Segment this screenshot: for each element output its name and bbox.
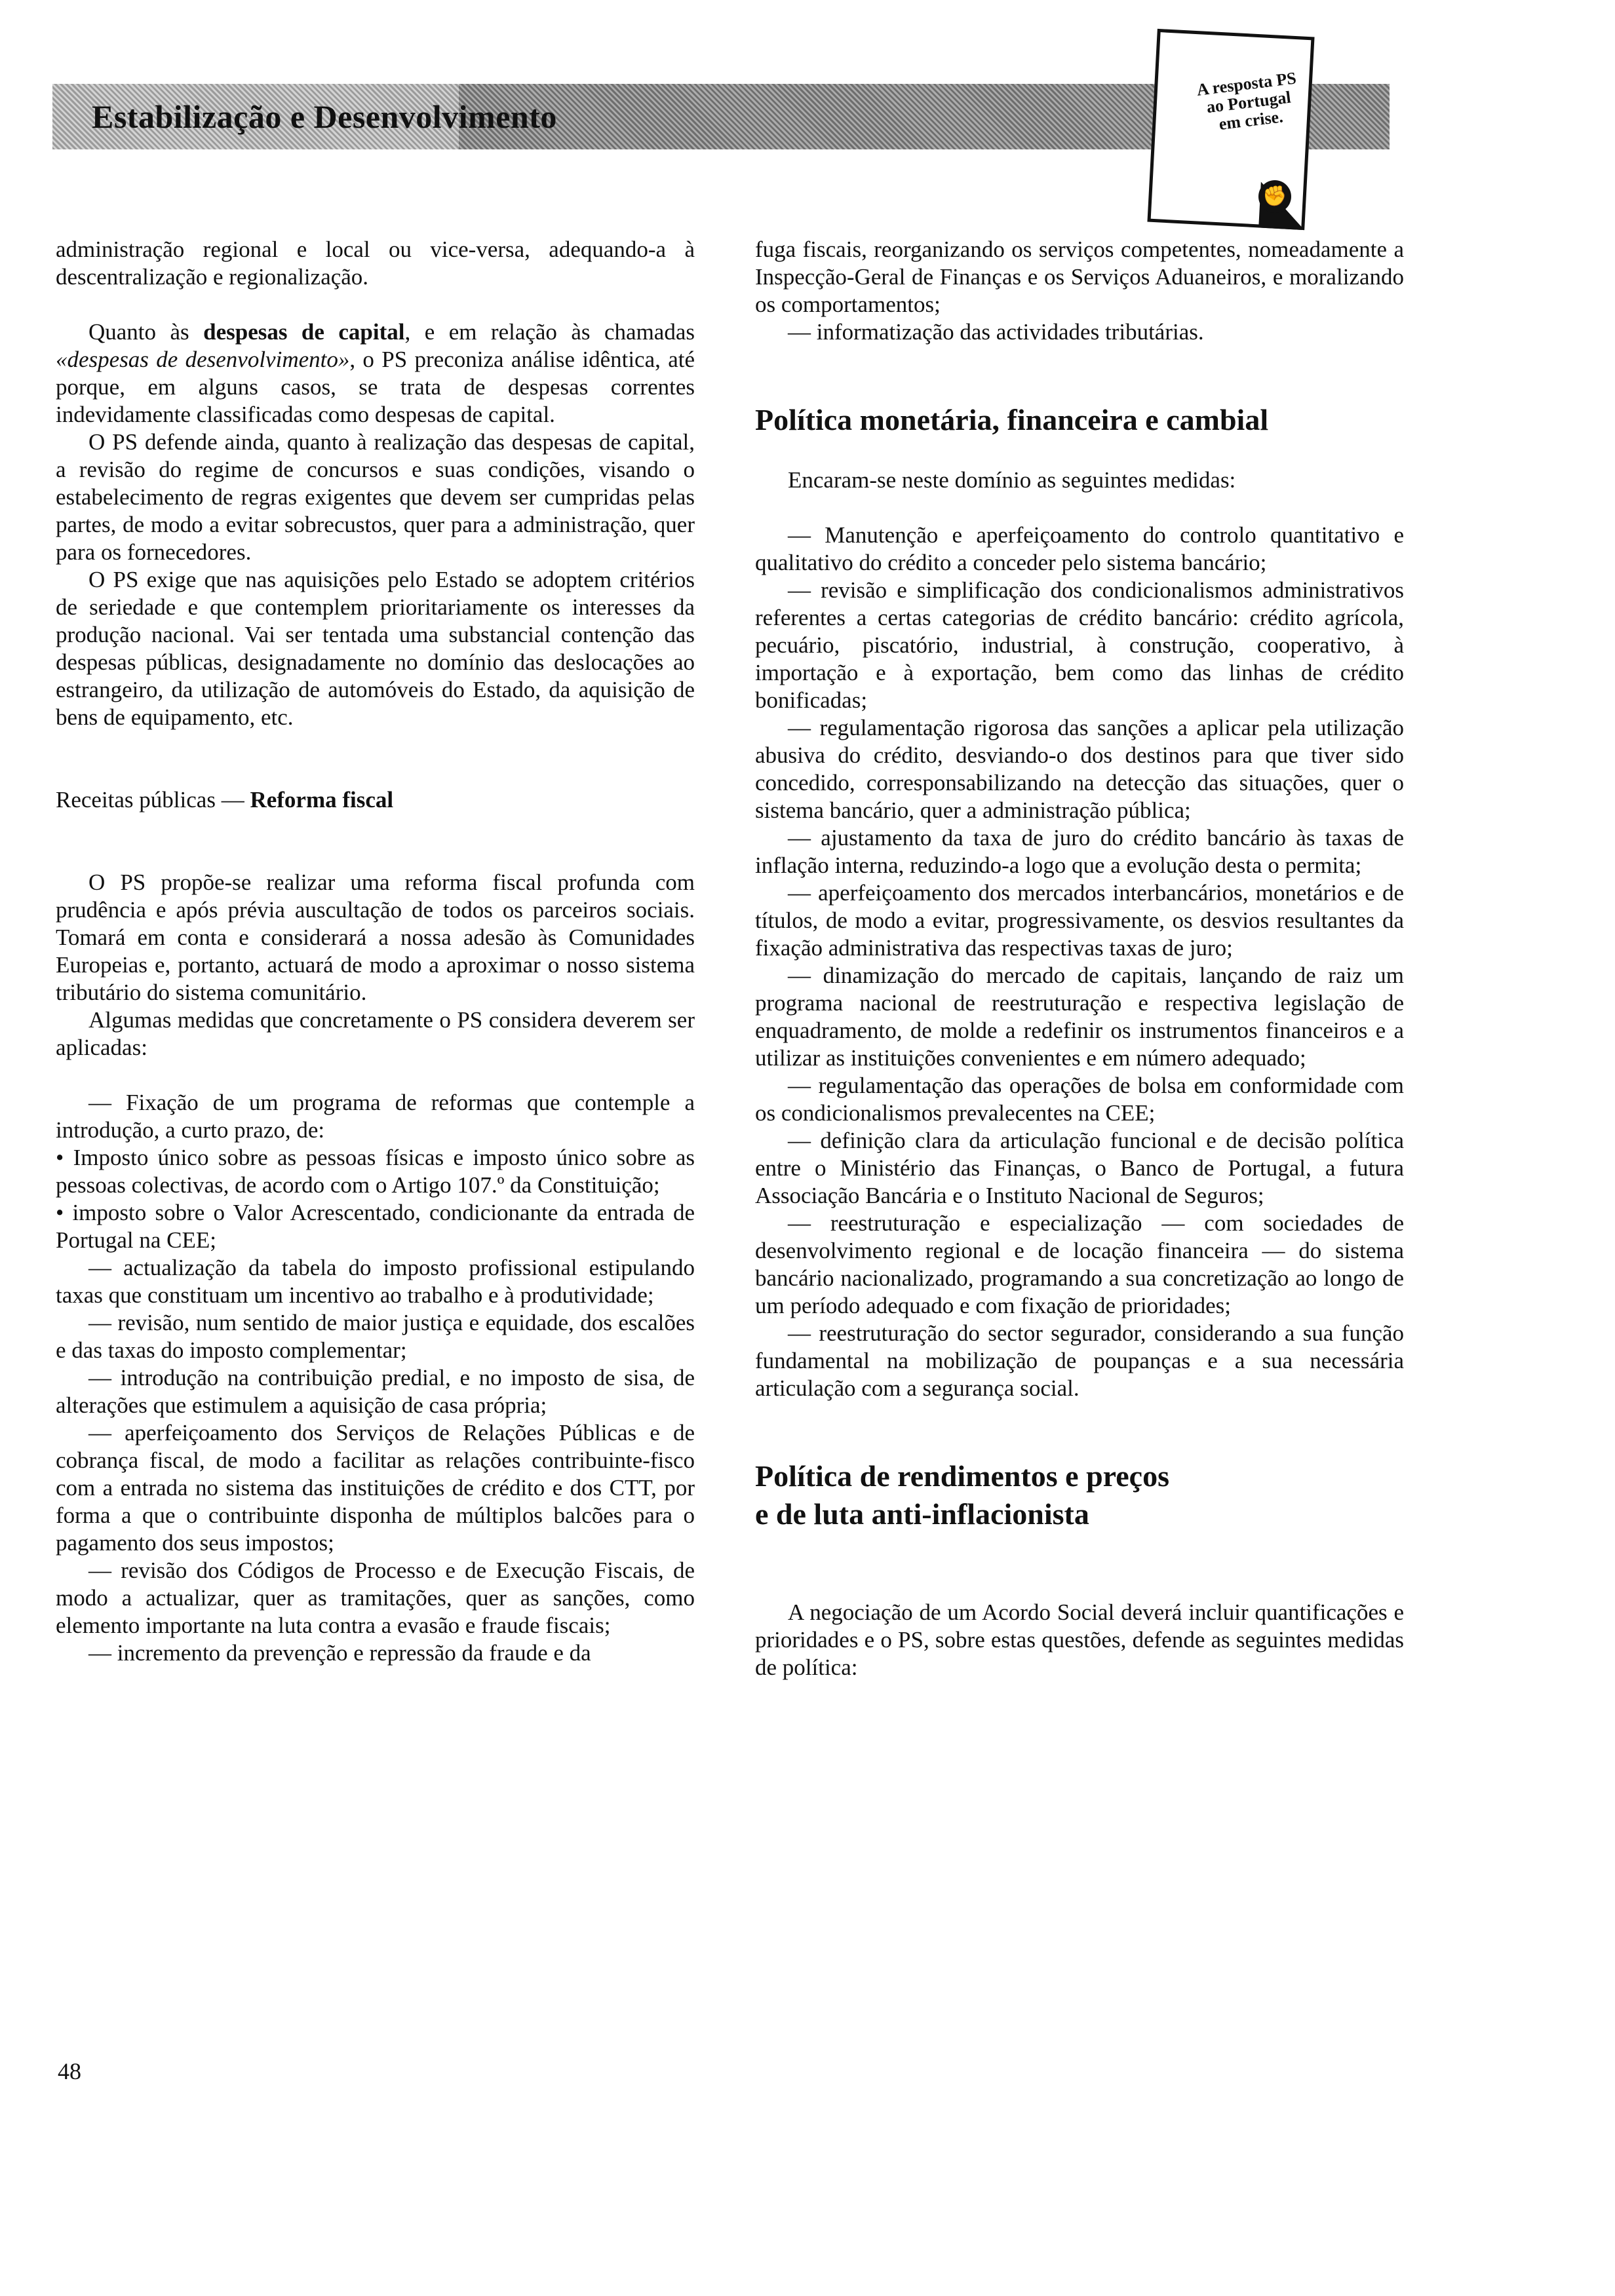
list-item: — revisão dos Códigos de Processo e de Execução Fiscais, de modo a actualizar, quer as tramitações, quer as sanções, como elemento importante na luta contra a evasão e fraude fiscais; <box>56 1558 695 1638</box>
text-run: , o PS preconiza análise idêntica, até porque, em alguns casos, se trata de despesas correntes indevidamente classificadas como despesas de capital. <box>56 347 695 427</box>
list-item: — revisão e simplificação dos condicionalismos administrativos referentes a certas categorias de crédito bancário: crédito agrícola, pecuário, piscatório, industrial, à construção, cooperativo, à importação e à exportação, bem como das linhas de crédito bonificadas; <box>755 577 1404 713</box>
list-item: — actualização da tabela do imposto profissional estipulando taxas que constituam um incentivo ao trabalho e à produtividade; <box>56 1255 695 1308</box>
paragraph: O PS defende ainda, quanto à realização das despesas de capital, a revisão do regime de concursos e suas condições, visando o estabelecimento de regras exigentes que devem ser cumpridas pelas partes, de modo a evitar sobrecustos, quer para a administração, quer para os fornecedores. <box>56 429 695 565</box>
bold-term: despesas de capital <box>203 319 405 345</box>
paragraph: O PS propõe-se realizar uma reforma fiscal profunda com prudência e após prévia auscultação de todos os parceiros sociais. Tomará em conta e considerará a nossa adesão às Comunidades Europeias e, portanto, actuará de modo a aproximar o nosso sistema tributário do sistema comunitário. <box>56 870 695 1005</box>
heading-income-policy <box>755 1457 1404 1533</box>
page-number: 48 <box>58 2058 81 2084</box>
paragraph: A negociação de um Acordo Social deverá incluir quantificações e prioridades e o PS, sobre estas questões, defende as seguintes medidas de política: <box>755 1599 1404 1680</box>
list-item: — Fixação de um programa de reformas que contemple a introdução, a curto prazo, de: <box>56 1090 695 1143</box>
left-column <box>56 236 695 1667</box>
list-item: — Manutenção e aperfeiçoamento do controlo quantitativo e qualitativo do crédito a conceder pelo sistema bancário; <box>755 522 1404 575</box>
list-item: — ajustamento da taxa de juro do crédito bancário às taxas de inflação interna, reduzindo-a logo que a evolução desta o permita; <box>755 825 1404 878</box>
paragraph: O PS exige que nas aquisições pelo Estado se adoptem critérios de seriedade e que contemplem prioritariamente os interesses da produção nacional. Vai ser tentada uma substancial contenção das despesas públicas, designadamente no domínio das deslocações ao estrangeiro, da utilização de automóveis do Estado, da aquisição de bens de equipamento, etc. <box>56 567 695 730</box>
heading-line: Política de rendimentos e preços <box>755 1459 1169 1493</box>
italic-term: «despesas de desenvolvimento» <box>56 347 350 372</box>
paragraph: Algumas medidas que concretamente o PS considera deverem ser aplicadas: <box>56 1007 695 1060</box>
right-column <box>755 236 1404 1681</box>
heading-line: e de luta anti-inflacionista <box>755 1497 1089 1531</box>
list-item: — dinamização do mercado de capitais, lançando de raiz um programa nacional de reestruturação e respectiva legislação de enquadramento, de molde a redefinir os instrumentos financeiros e a utilizar as instituições convenientes e em número adequado; <box>755 963 1404 1071</box>
list-item: — reestruturação e especialização — com sociedades de desenvolvimento regional e de locação financeira — do sistema bancário nacionalizado, programando a sua concretização ao longo de um período adequado e com fixação de prioridades; <box>755 1210 1404 1318</box>
list-item: — reestruturação do sector segurador, considerando a sua função fundamental na mobilização de poupanças e a sua necessária articulação com a segurança social. <box>755 1320 1404 1401</box>
text-run: , e em relação às chamadas <box>404 319 695 345</box>
subheading-tax-reform <box>56 786 695 814</box>
list-item: — revisão, num sentido de maior justiça e equidade, dos escalões e das taxas do imposto complementar; <box>56 1310 695 1363</box>
list-item: — aperfeiçoamento dos Serviços de Relações Públicas e de cobrança fiscal, de modo a facilitar as relações contribuinte-fisco com a entrada no sistema das instituições de crédito e dos CTT, por forma a que o contribuinte disponha de múltiplos balcões para o pagamento dos seus impostos; <box>56 1420 695 1556</box>
party-logo-icon: ✊ <box>1258 180 1291 213</box>
paragraph: fuga fiscais, reorganizando os serviços competentes, nomeadamente a Inspecção-Geral de Finanças e os Serviços Aduaneiros, e moralizando os comportamentos; <box>755 237 1404 317</box>
list-item: — informatização das actividades tributárias. <box>788 319 1204 345</box>
list-item: — incremento da prevenção e repressão da fraude e da <box>88 1640 591 1666</box>
list-item: — regulamentação rigorosa das sanções a aplicar pela utilização abusiva do crédito, desviando-o dos destinos para que tiver sido concedido, corresponsabilizando na detecção das situações, quer o sistema bancário, quer a administração pública; <box>755 715 1404 823</box>
subheading-prefix: Receitas públicas — <box>56 787 250 813</box>
list-item: — definição clara da articulação funcional e de decisão política entre o Ministério das Finanças, o Banco de Portugal, a futura Associação Bancária e o Instituto Nacional de Seguros; <box>755 1128 1404 1208</box>
section-title: Estabilização e Desenvolvimento <box>92 98 557 135</box>
bullet-item: • Imposto único sobre as pessoas físicas e imposto único sobre as pessoas colectivas, de acordo com o Artigo 107.º da Constituição; <box>56 1145 695 1198</box>
subheading-bold: Reforma fiscal <box>250 787 394 813</box>
list-item: — aperfeiçoamento dos mercados interbancários, monetários e de títulos, de modo a evitar, progressivamente, os desvios resultantes da fixação administrativa das respectivas taxas de juro; <box>755 880 1404 961</box>
paragraph-capital-expenses <box>56 318 695 429</box>
list-item: — regulamentação das operações de bolsa em conformidade com os condicionalismos prevalecentes na CEE; <box>755 1073 1404 1126</box>
paragraph: administração regional e local ou vice-versa, adequando-a à descentralização e regionalização. <box>56 237 695 290</box>
list-item: — introdução na contribuição predial, e no imposto de sisa, de alterações que estimulem a aquisição de casa própria; <box>56 1365 695 1418</box>
paragraph: Encaram-se neste domínio as seguintes medidas: <box>788 467 1236 493</box>
badge-text: A resposta PS ao Portugal em crise. <box>1196 68 1298 134</box>
heading-monetary-policy: Política monetária, financeira e cambial <box>755 403 1269 436</box>
bullet-item: • imposto sobre o Valor Acrescentado, condicionante da entrada de Portugal na CEE; <box>56 1200 695 1253</box>
text-run: Quanto às <box>88 319 204 345</box>
